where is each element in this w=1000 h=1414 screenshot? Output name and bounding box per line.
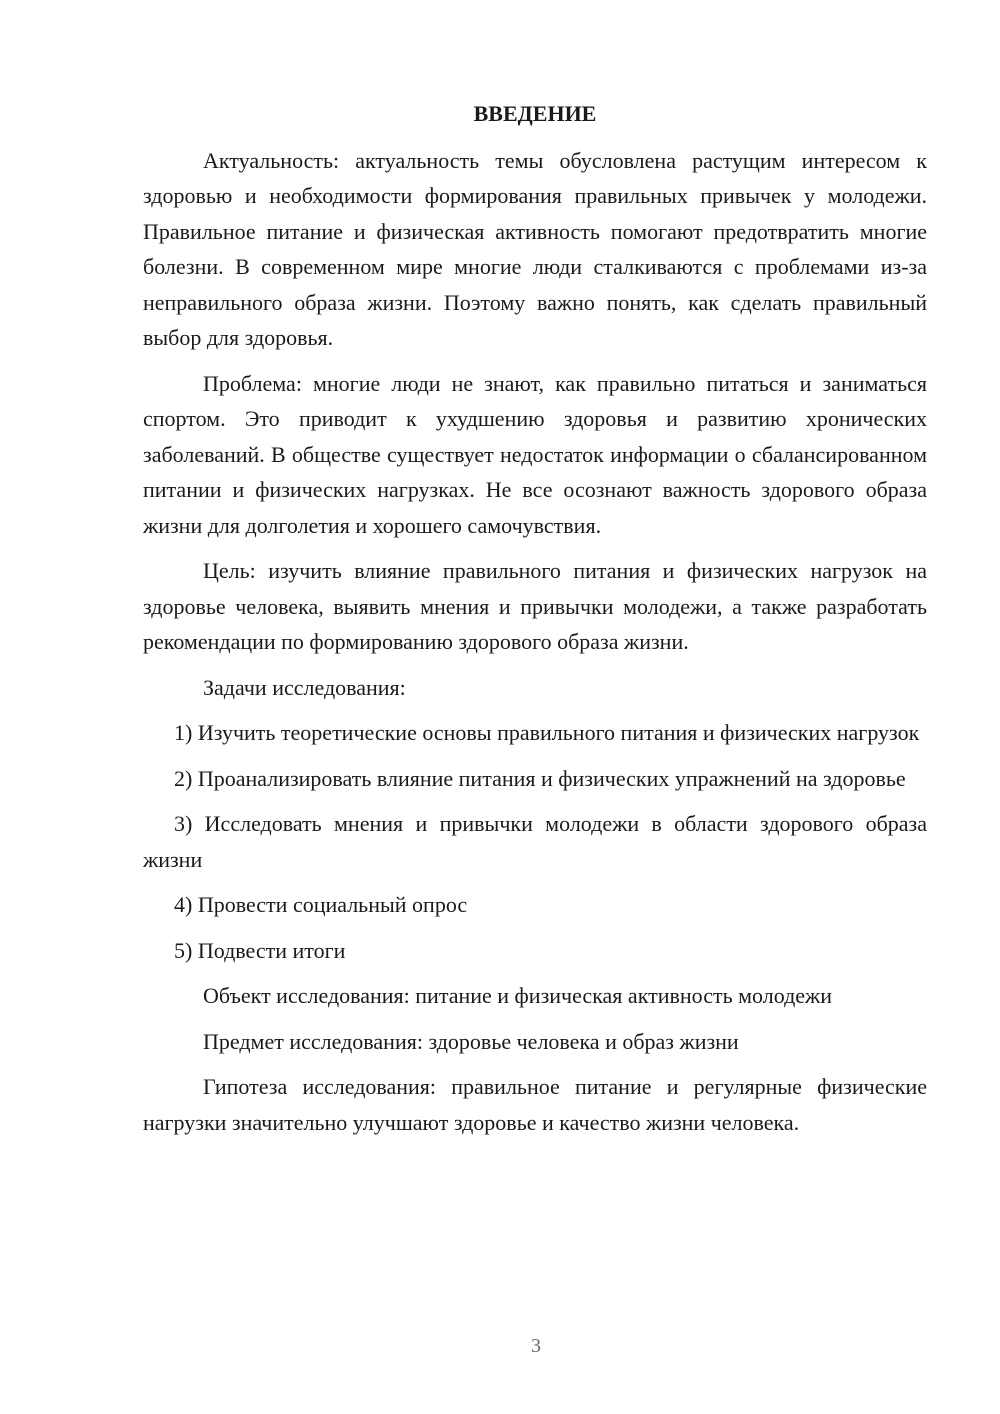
task-item-4: 4) Провести социальный опрос	[174, 892, 468, 917]
section-heading: ВВЕДЕНИЕ	[473, 101, 597, 126]
task-item-1: 1) Изучить теоретические основы правильного питания и физических нагрузок	[174, 720, 920, 745]
relevance-paragraph: Актуальность: актуальность темы обусловлена растущим интересом к здоровью и необходимости формирования правильных привычек у молодежи. Правильное питание и физическая активность помогают предотвратить многие болезни. В современном мире многие люди сталкиваются с проблемами из-за неправильного образа жизни. Поэтому важно понять, как сделать правильный выбор для здоровья.	[143, 147, 927, 350]
document-page	[143, 96, 927, 1150]
research-object: Объект исследования: питание и физическая активность молодежи	[203, 983, 833, 1008]
tasks-title: Задачи исследования:	[203, 674, 406, 700]
task-item-5: 5) Подвести итоги	[174, 937, 346, 963]
task-item-2: 2) Проанализировать влияние питания и физических упражнений на здоровье	[174, 765, 906, 791]
task-item-3: 3) Исследовать мнения и привычки молодежи в области здорового образа жизни	[143, 811, 927, 872]
page-number: 3	[531, 1335, 541, 1357]
hypothesis-paragraph: Гипотеза исследования: правильное питание и регулярные физические нагрузки значительно улучшают здоровье и качество жизни человека.	[143, 1074, 927, 1135]
goal-paragraph: Цель: изучить влияние правильного питания и физических нагрузок на здоровье человека, выявить мнения и привычки молодежи, а также разработать рекомендации по формированию здорового образа жизни.	[143, 558, 927, 654]
problem-paragraph: Проблема: многие люди не знают, как правильно питаться и заниматься спортом. Это приводит к ухудшению здоровья и развитию хронических заболеваний. В обществе существует недостаток информации о сбалансированном питании и физических нагрузках. Не все осознают важность здорового образа жизни для долголетия и хорошего самочувствия.	[143, 370, 927, 538]
research-subject: Предмет исследования: здоровье человека и образ жизни	[203, 1028, 739, 1054]
